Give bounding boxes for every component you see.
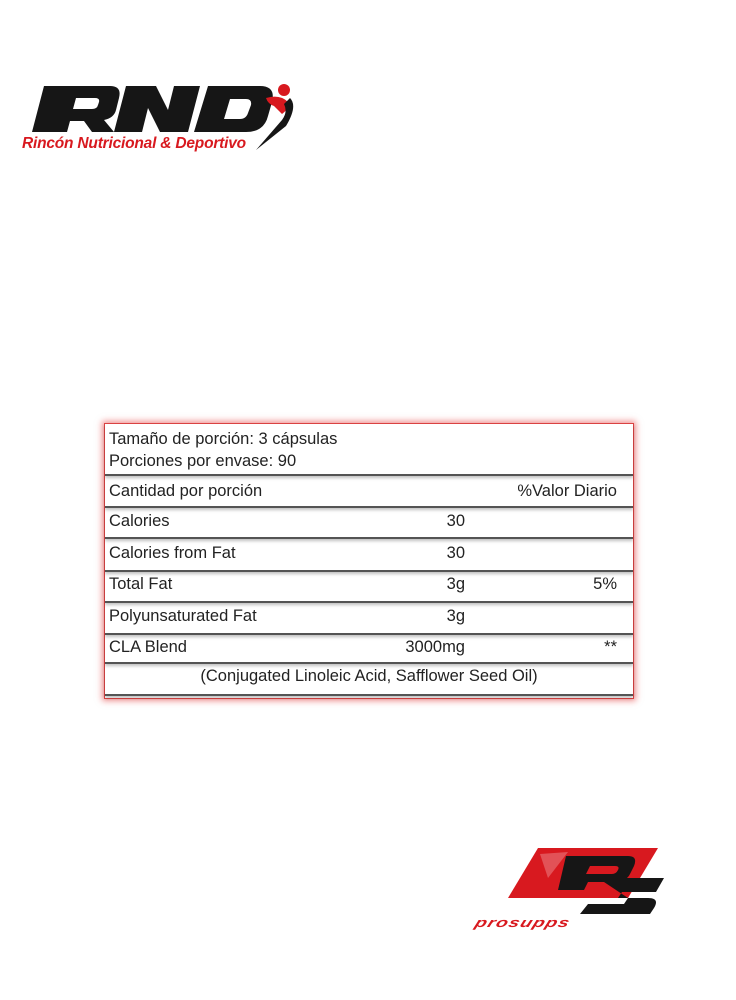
nutrient-amount: 3g <box>446 607 465 625</box>
nutrient-name: Calories from Fat <box>109 544 236 562</box>
servings-per-container: Porciones por envase: 90 <box>109 452 297 470</box>
table-header-row <box>105 476 633 508</box>
nutrient-amount: 3000mg <box>405 638 465 656</box>
nutrient-dv: ** <box>604 638 617 656</box>
nutrient-name: CLA Blend <box>109 638 187 656</box>
prosupps-wordmark: prosupps <box>472 916 573 931</box>
table-row <box>105 635 633 664</box>
serving-size: Tamaño de porción: 3 cápsulas <box>109 430 338 448</box>
nutrient-dv: 5% <box>593 575 617 593</box>
nutrient-name: Polyunsaturated Fat <box>109 607 257 625</box>
blend-note: (Conjugated Linoleic Acid, Safflower Seed Oil) <box>200 667 538 685</box>
blend-note-row <box>105 664 633 696</box>
table-row <box>105 508 633 539</box>
nutrition-facts-panel <box>104 423 634 699</box>
serving-info <box>105 424 633 476</box>
nutrient-amount: 3g <box>446 575 465 593</box>
rnd-tagline: Rincón Nutricional & Deportivo <box>22 135 246 152</box>
nutrient-amount: 30 <box>446 512 465 530</box>
nutrient-name: Total Fat <box>109 575 173 593</box>
table-row <box>105 603 633 635</box>
prosupps-logo <box>472 838 698 948</box>
prosupps-logo-graphic <box>478 838 698 918</box>
table-row <box>105 539 633 572</box>
nutrient-amount: 30 <box>446 544 465 562</box>
amount-header: Cantidad por porción <box>109 482 263 500</box>
dv-header: %Valor Diario <box>517 482 617 500</box>
nutrient-name: Calories <box>109 512 170 530</box>
rnd-logo <box>18 76 308 166</box>
table-row <box>105 572 633 603</box>
